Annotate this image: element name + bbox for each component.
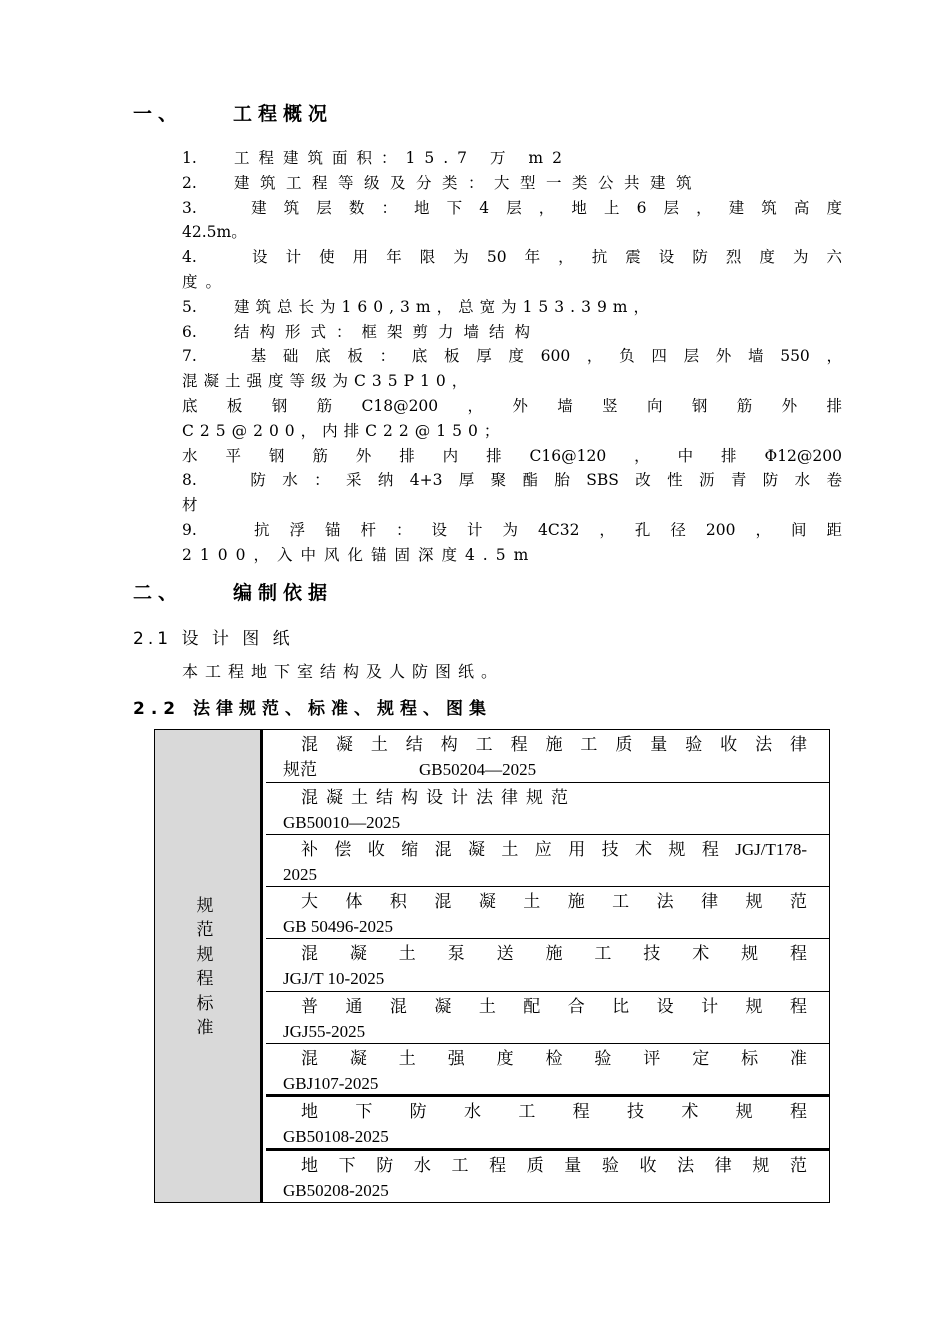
section-heading-overview xyxy=(133,99,333,126)
section-number: 一、 xyxy=(133,103,184,125)
standards-table xyxy=(154,729,830,1203)
subsection-heading-standards: 2.2 法律规范、标准、规程、图集 xyxy=(133,699,493,719)
list-item: 5. 建筑总长为160,3m，总宽为153.39m， xyxy=(182,297,656,316)
section-heading-basis xyxy=(133,578,333,605)
item-text: 建筑总长为160,3m，总宽为153.39m， xyxy=(234,297,656,316)
list-item: 3. 建筑层数：地下4层，地上6层，建筑高度 xyxy=(182,198,842,217)
table-row: 混凝土结构设计法律规范 GB50010—2025 xyxy=(266,783,829,835)
item-text: 结构形式：框架剪力墙结构 xyxy=(234,322,541,341)
overview-list xyxy=(182,146,842,568)
list-item: 9. 抗浮锚杆：设计为4C32，孔径200，间距 xyxy=(182,520,842,539)
table-row: 地下防水工程质量验收法律规范 GB50208-2025 xyxy=(283,1156,807,1200)
list-item: 1. 工程建筑面积：15.7 万 m2 xyxy=(182,149,571,167)
list-item-continuation: 度。 xyxy=(182,272,230,291)
item-text: 防水：采纳4+3厚聚酯胎SBS改性沥青防水卷 xyxy=(234,471,842,490)
table-row: 地下防水工程技术规程 GB50108-2025 xyxy=(266,1097,829,1151)
list-item: 8. 防水：采纳4+3厚聚酯胎SBS改性沥青防水卷 xyxy=(182,471,842,490)
section-title: 编制依据 xyxy=(233,582,334,604)
item-text: 工程建筑面积：15.7 万 m2 xyxy=(234,149,571,167)
drawings-paragraph: 本工程地下室结构及人防图纸。 xyxy=(182,662,505,681)
list-item: 4. 设计使用年限为50年，抗震设防烈度为六 xyxy=(182,248,842,267)
table-row: 大体积混凝土施工法律规范 GB 50496-2025 xyxy=(266,887,829,939)
list-item-continuation: 底板钢筋C18@200，外墙竖向钢筋外排 xyxy=(182,396,842,415)
table-row: 混凝土强度检验评定标准 GBJ107-2025 xyxy=(266,1044,829,1097)
table-row: 混凝土结构工程施工质量验收法律 规范 GB50204—2025 xyxy=(266,730,829,783)
category-label: 规范规程标准 xyxy=(196,896,214,1039)
item-text: 建筑工程等级及分类：大型一类公共建筑 xyxy=(234,173,703,192)
table-row: 混凝土泵送施工技术规程 JGJ/T 10-2025 xyxy=(266,939,829,992)
section-title: 工程概况 xyxy=(233,103,334,125)
category-cell xyxy=(155,730,263,1202)
item-text: 抗浮锚杆：设计为4C32，孔径200，间距 xyxy=(234,520,842,539)
list-item: 7. 基础底板：底板厚度600，负四层外墙550， xyxy=(182,347,842,366)
list-item-continuation: 2100，入中风化锚固深度4.5m xyxy=(182,545,537,564)
item-text: 设计使用年限为50年，抗震设防烈度为六 xyxy=(234,248,842,267)
list-item-continuation: C25@200，内排C22@150； xyxy=(182,421,506,440)
list-item-continuation: 材 xyxy=(182,496,198,515)
item-text: 建筑层数：地下4层，地上6层，建筑高度 xyxy=(234,198,842,217)
list-item: 6. 结构形式：框架剪力墙结构 xyxy=(182,322,541,341)
list-item-continuation: 42.5m。 xyxy=(182,223,247,242)
table-row: 普通混凝土配合比设计规程 JGJ55-2025 xyxy=(266,992,829,1044)
list-item-continuation: 混凝土强度等级为C35P10， xyxy=(182,372,474,391)
item-text: 基础底板：底板厚度600，负四层外墙550， xyxy=(234,347,842,366)
standards-rows xyxy=(266,730,829,1202)
section-number: 二、 xyxy=(133,582,184,604)
list-item: 2. 建筑工程等级及分类：大型一类公共建筑 xyxy=(182,173,703,192)
table-row: 补偿收缩混凝土应用技术规程JGJ/T178- 2025 xyxy=(266,835,829,887)
subsection-heading-drawings: 2.1 设 计 图 纸 xyxy=(133,629,294,649)
list-item-continuation: 水平钢筋外排内排C16@120，中排Φ12@200 xyxy=(182,446,842,465)
